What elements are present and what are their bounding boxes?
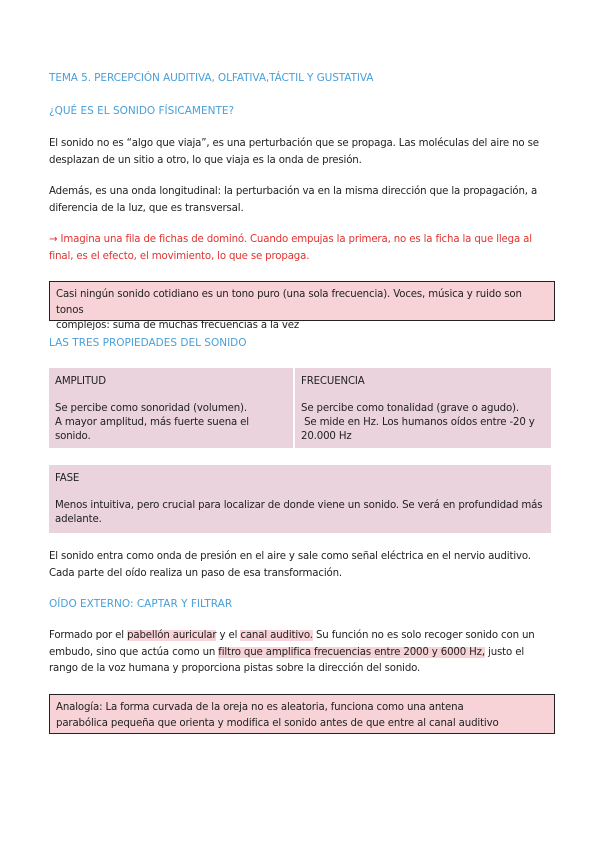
text-line: Analogía: La forma curvada de la oreja no es aleatoria, funciona como una antena (56, 702, 464, 713)
text-line: rango de la voz humana y proporciona pistas sobre la dirección del sonido. (49, 663, 421, 674)
text-line: desplazan de un sitio a otro, lo que viaja es la onda de presión. (49, 154, 362, 166)
document-title: TEMA 5. PERCEPCIÓN AUDITIVA, OLFATIVA,TÁCTIL Y GUSTATIVA (49, 72, 374, 84)
highlight-filter: filtro que amplifica frecuencias entre 2000 y 6000 Hz, (218, 646, 485, 658)
text-line: diferencia de la luz, que es transversal. (49, 202, 244, 214)
text-line: → Imagina una fila de fichas de dominó. Cuando empujas la primera, no es la ficha la que llega al (49, 234, 532, 245)
section-heading-outer-ear: OÍDO EXTERNO: CAPTAR Y FILTRAR (49, 598, 233, 610)
text-line: A mayor amplitud, más fuerte suena el sonido. (55, 417, 249, 442)
text-line: parabólica pequeña que orienta y modifica el sonido antes de que entre al canal auditivo (56, 717, 499, 729)
text-line: El sonido entra como onda de presión en el aire y sale como señal eléctrica en el nervio auditivo. (49, 551, 531, 562)
property-title: FASE (55, 473, 80, 484)
text-fragment: Su función no es solo recoger sonido con un (312, 630, 535, 641)
text-fragment: justo el (484, 646, 524, 658)
text-line: Además, es una onda longitudinal: la perturbación va en la misma dirección que la propagación, a (49, 186, 538, 197)
text-line: Se mide en Hz. Los humanos oídos entre -20 y (301, 417, 535, 428)
text-line: Se percibe como sonoridad (volumen). (55, 403, 247, 414)
paragraph-longitudinal-wave (49, 184, 559, 217)
paragraph-outer-ear (49, 628, 559, 678)
text-fragment: y el (216, 630, 241, 641)
callout-box-analogy (49, 694, 555, 734)
text-line (49, 628, 559, 645)
property-card-amplitud (49, 368, 293, 448)
property-title: AMPLITUD (55, 376, 106, 387)
text-line: complejos: suma de muchas frecuencias a la vez (56, 320, 300, 331)
property-title: FRECUENCIA (301, 376, 365, 387)
text-line: Menos intuitiva, pero crucial para localizar de donde viene un sonido. Se verá en profundidad más (55, 500, 543, 511)
text-fragment: embudo, sino que actúa como un (49, 646, 219, 658)
text-line: 20.000 Hz (301, 431, 352, 442)
highlight-pabellon: pabellón auricular (127, 630, 217, 641)
section-heading-sound: ¿QUÉ ES EL SONIDO FÍSICAMENTE? (49, 105, 235, 117)
text-line: Casi ningún sonido cotidiano es un tono puro (una sola frecuencia). Voces, música y ruido son tonos (56, 289, 522, 316)
text-fragment: Formado por el (49, 630, 128, 641)
text-line: El sonido no es “algo que viaja”, es una perturbación que se propaga. Las moléculas del aire no se (49, 138, 539, 149)
property-card-fase (49, 465, 551, 533)
property-card-frecuencia (295, 368, 551, 448)
text-line: Cada parte del oído realiza un paso de esa transformación. (49, 567, 342, 579)
text-line: adelante. (55, 514, 102, 525)
text-line: final, es el efecto, el movimiento, lo que se propaga. (49, 250, 310, 262)
paragraph-transformation (49, 549, 559, 582)
paragraph-domino-analogy (49, 232, 559, 265)
text-line: Se percibe como tonalidad (grave o agudo). (301, 403, 519, 414)
text-line (49, 645, 559, 662)
section-heading-properties: LAS TRES PROPIEDADES DEL SONIDO (49, 337, 247, 349)
callout-box-pure-tone (49, 281, 555, 331)
highlight-canal: canal auditivo. (240, 630, 313, 641)
paragraph-sound-definition (49, 136, 559, 169)
